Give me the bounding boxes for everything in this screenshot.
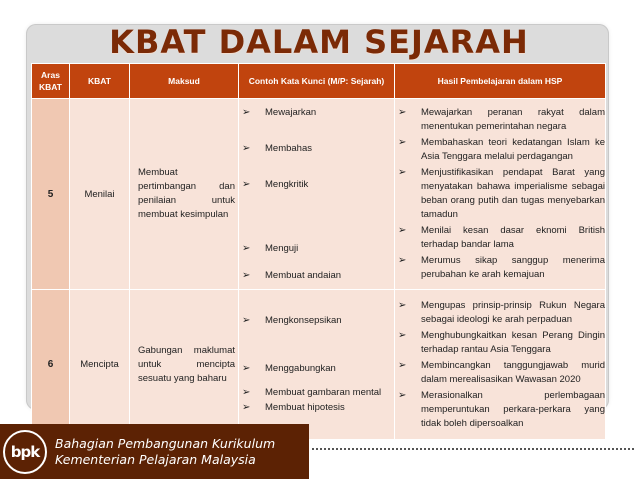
header-contoh: Contoh Kata Kunci (M/P: Sejarah) xyxy=(239,64,395,99)
list-item xyxy=(239,242,394,256)
keyword-text: Mengkritik xyxy=(265,178,309,190)
aras-cell: 6 xyxy=(32,290,70,440)
outcome-text: Menghubungkaitkan kesan Perang Dingin terhadap rantau Asia Tenggara xyxy=(421,329,605,355)
table-row xyxy=(32,290,606,440)
arrow-bullet-icon: ➢ xyxy=(398,167,407,178)
keyword-text: Mewajarkan xyxy=(265,106,317,118)
table-row xyxy=(32,99,606,290)
list-item xyxy=(395,136,605,164)
maksud-cell: Gabungan maklumat untuk mencipta sesuatu yang baharu xyxy=(130,290,239,440)
list-item xyxy=(239,269,394,283)
keyword-text: Membahas xyxy=(265,142,312,154)
keyword-text: Membuat gambaran mental xyxy=(265,387,382,398)
keyword-text: Mengkonsepsikan xyxy=(265,315,342,326)
arrow-bullet-icon: ➢ xyxy=(242,178,251,190)
aras-cell: 5 xyxy=(32,99,70,290)
arrow-bullet-icon: ➢ xyxy=(242,106,251,118)
arrow-bullet-icon: ➢ xyxy=(398,359,407,371)
outcomes-cell xyxy=(395,99,606,290)
arrow-bullet-icon: ➢ xyxy=(398,137,407,148)
list-item xyxy=(239,142,394,156)
list-item xyxy=(239,401,394,415)
list-item xyxy=(395,254,605,282)
keywords-cell xyxy=(239,99,395,290)
outcome-text: Merasionalkan perlembagaan memperuntukan perkara-perkara yang tidak boleh dipersoalkan xyxy=(421,389,605,429)
maksud-cell: Membuat pertimbangan dan penilaian untuk membuat kesimpulan xyxy=(130,99,239,290)
list-item xyxy=(239,362,394,376)
arrow-bullet-icon: ➢ xyxy=(242,363,251,374)
list-item xyxy=(395,224,605,252)
keyword-text: Membuat hipotesis xyxy=(265,402,345,413)
arrow-bullet-icon: ➢ xyxy=(398,299,407,311)
keyword-text: Menguji xyxy=(265,242,299,254)
bpk-logo: bpk xyxy=(3,430,47,474)
kbat-table xyxy=(31,63,606,440)
header-aras: Aras KBAT xyxy=(32,64,70,99)
list-item xyxy=(239,386,394,400)
dotted-divider xyxy=(312,448,634,450)
arrow-bullet-icon: ➢ xyxy=(398,255,407,266)
footer-line-1: Bahagian Pembangunan Kurikulum xyxy=(55,436,276,451)
outcome-text: Mewajarkan peranan rakyat dalam menentukan pemerintahan negara xyxy=(421,107,605,132)
outcomes-cell xyxy=(395,290,606,440)
outcome-text: Merumus sikap sanggup menerima perubahan ke arah kemajuan xyxy=(421,255,605,280)
keyword-text: Membuat andaian xyxy=(265,269,342,281)
header-maksud: Maksud xyxy=(130,64,239,99)
list-item xyxy=(239,178,394,192)
keyword-text: Menggabungkan xyxy=(265,363,336,374)
list-item xyxy=(395,106,605,134)
kbat-cell: Mencipta xyxy=(70,290,130,440)
footer-line-2: Kementerian Pelajaran Malaysia xyxy=(55,452,256,467)
outcome-text: Menilai kesan dasar eknomi British terhadap bandar lama xyxy=(421,225,605,250)
list-item xyxy=(395,299,605,327)
outcome-text: Menjustifikasikan pendapat Barat yang menyatakan bahawa imperialisme sebagai beban orang putih dan tugas menyebarkan tamadun xyxy=(421,167,605,220)
list-item xyxy=(395,329,605,357)
arrow-bullet-icon: ➢ xyxy=(242,142,251,154)
arrow-bullet-icon: ➢ xyxy=(398,107,407,118)
arrow-bullet-icon: ➢ xyxy=(242,402,251,413)
arrow-bullet-icon: ➢ xyxy=(242,315,251,326)
arrow-bullet-icon: ➢ xyxy=(398,329,407,341)
outcome-text: Membahaskan teori kedatangan Islam ke Asia Tenggara melalui perdagangan xyxy=(421,137,605,162)
arrow-bullet-icon: ➢ xyxy=(242,242,251,254)
arrow-bullet-icon: ➢ xyxy=(242,269,251,281)
header-hasil: Hasil Pembelajaran dalam HSP xyxy=(395,64,606,99)
arrow-bullet-icon: ➢ xyxy=(398,389,407,401)
footer-text xyxy=(55,436,275,468)
list-item xyxy=(395,389,605,431)
slide-title: KBAT DALAM SEJARAH xyxy=(109,23,529,61)
list-item xyxy=(239,106,394,120)
list-item xyxy=(395,166,605,222)
arrow-bullet-icon: ➢ xyxy=(398,225,407,236)
outcome-text: Membincangkan tanggungjawab murid dalam merealisasikan Wawasan 2020 xyxy=(421,359,605,385)
list-item xyxy=(239,314,394,328)
kbat-cell: Menilai xyxy=(70,99,130,290)
keywords-cell xyxy=(239,290,395,440)
outcome-text: Mengupas prinsip-prinsip Rukun Negara sebagai ideologi ke arah perpaduan xyxy=(421,299,605,325)
table-header-row xyxy=(32,64,606,99)
arrow-bullet-icon: ➢ xyxy=(242,387,251,398)
header-kbat: KBAT xyxy=(70,64,130,99)
list-item xyxy=(395,359,605,387)
